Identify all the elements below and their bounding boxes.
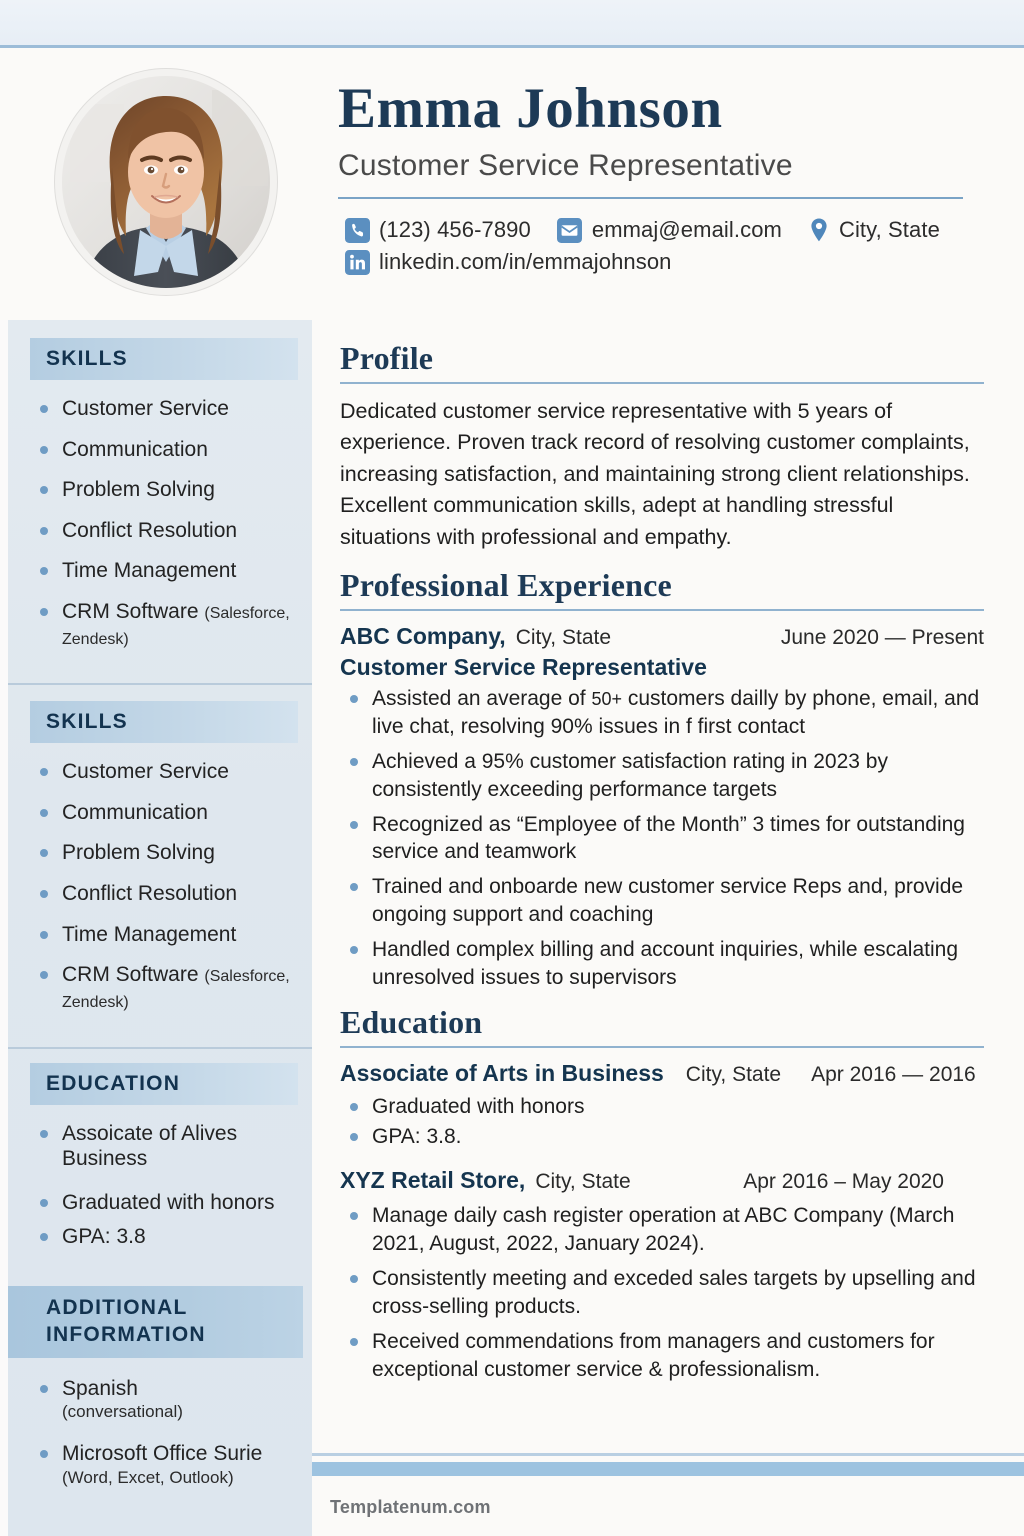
retail-company-name: XYZ Retail Store, <box>340 1166 526 1193</box>
bullet-emphasis: 50+ <box>591 688 623 709</box>
skill-label: Customer Service <box>62 760 229 784</box>
footer-rule <box>312 1453 1024 1456</box>
retail-entry-header <box>340 1167 984 1194</box>
section-rule <box>340 1046 984 1048</box>
list-item <box>346 873 984 929</box>
profile-text: Dedicated customer service representative with 5 years of experience. Proven track record of resolving customer complaints, increasing satisfaction, and maintaining strong client relationships. Excellent communication skills, adept at handling stressful situations with professional and empathy. <box>340 399 970 549</box>
list-item <box>346 1265 984 1321</box>
education-label: Assoicate of Alives Business <box>62 1121 238 1171</box>
sidebar-heading-skills-1: SKILLS <box>30 338 298 380</box>
list-item <box>346 748 984 804</box>
skill-label: Time Management <box>62 559 237 583</box>
map-pin-icon <box>808 217 830 243</box>
avatar <box>62 76 270 288</box>
list-item <box>38 800 298 826</box>
additional-label: Microsoft Office Surie <box>62 1442 263 1466</box>
company-name: ABC Company, <box>340 622 506 649</box>
contact-linkedin[interactable] <box>344 249 672 275</box>
top-band <box>0 0 1024 45</box>
footer-bar <box>312 1462 1024 1476</box>
experience-company-block <box>340 623 611 650</box>
skill-label: Conflict Resolution <box>62 518 238 542</box>
sidebar-skills-list-1 <box>8 380 312 683</box>
sidebar-heading-additional-information: ADDITIONAL INFORMATION <box>8 1286 303 1358</box>
education-entry-header <box>340 1060 984 1087</box>
bullet-text: Achieved a 95% customer satisfaction rating in 2023 by consistently exceeding performance targets <box>372 749 888 801</box>
skill-label: Communication <box>62 437 208 461</box>
list-item <box>38 1441 298 1488</box>
degree-dates: Apr 2016 — 2016 <box>811 1063 976 1087</box>
bullet-suffix: customers dailly by phone, email, and live chat, resolving 90% issues in f first contact <box>372 686 980 738</box>
sidebar-additional-list <box>8 1358 312 1522</box>
list-item <box>38 396 298 422</box>
sidebar-heading-education: EDUCATION <box>30 1063 298 1105</box>
list-item <box>38 962 298 1013</box>
additional-label: Spanish <box>62 1376 138 1400</box>
list-item <box>38 840 298 866</box>
retail-bullets <box>340 1202 984 1384</box>
bullet-text: GPA: 3.8. <box>372 1125 462 1149</box>
education-bullets <box>340 1093 984 1151</box>
list-item <box>346 936 984 992</box>
list-item <box>38 518 298 544</box>
bullet-text: Handled complex billing and account inquiries, while escalating unresolved issues to supervisors <box>372 938 959 990</box>
list-item <box>38 1224 298 1250</box>
experience-role: Customer Service Representative <box>340 653 707 680</box>
list-item <box>346 811 984 867</box>
phone-icon <box>344 217 370 243</box>
portrait-photo <box>62 76 270 288</box>
sidebar-skills-list-2 <box>8 743 312 1046</box>
bullet-text: Received commendations from managers and customers for exceptional customer service & professionalism. <box>372 1329 935 1381</box>
contact-block <box>338 217 963 275</box>
linkedin-text: linkedin.com/in/emmajohnson <box>379 249 672 274</box>
list-item <box>38 1190 298 1216</box>
email-text: emmaj@email.com <box>591 217 782 242</box>
degree-name: Associate of Arts in Business <box>340 1060 664 1087</box>
contact-row-primary <box>338 217 963 243</box>
list-item <box>38 599 298 650</box>
linkedin-icon <box>344 249 370 275</box>
skill-note: (Salesforce, Zendesk) <box>62 605 290 648</box>
contact-phone[interactable] <box>344 217 531 243</box>
skill-label: Customer Service <box>62 397 229 420</box>
resume-header <box>0 48 1024 320</box>
section-rule <box>340 382 984 384</box>
page-title: Emma Johnson <box>338 77 723 140</box>
skill-label: Communication <box>62 800 208 824</box>
experience-entry-header <box>340 623 984 650</box>
phone-text: (123) 456-7890 <box>379 217 531 242</box>
list-item <box>346 1328 984 1384</box>
list-item <box>38 437 298 463</box>
contact-row-linkedin <box>338 249 963 275</box>
list-item <box>38 1376 298 1423</box>
company-location: City, State <box>515 625 612 649</box>
skill-label: Problem Solving <box>62 478 215 502</box>
skill-label: CRM Software <box>62 963 205 987</box>
bullet-text: Manage daily cash register operation at ABC Company (March 2021, August, 2022, January 2024). <box>372 1203 955 1255</box>
bullet-text: Consistently meeting and exceded sales targets by upselling and cross-selling products. <box>372 1266 976 1318</box>
contact-email[interactable] <box>557 217 782 243</box>
list-item <box>38 477 298 503</box>
education-label: GPA: 3.8 <box>62 1225 146 1249</box>
location-text: City, State <box>838 217 940 242</box>
list-item <box>346 1093 984 1121</box>
sidebar-heading-skills-2: SKILLS <box>30 701 298 743</box>
retail-company-block <box>340 1167 631 1194</box>
list-item <box>38 922 298 948</box>
skill-note: (Salesforce, Zendesk) <box>62 968 290 1011</box>
additional-sub: (Word, Excet, Outlook) <box>62 1467 234 1487</box>
experience-dates: June 2020 — Present <box>780 625 984 649</box>
skill-label: Time Management <box>62 922 237 946</box>
contact-location <box>808 217 940 243</box>
skill-label: Problem Solving <box>62 841 215 865</box>
list-item <box>346 685 984 741</box>
retail-company-location: City, State <box>535 1169 631 1193</box>
list-item <box>346 1123 984 1151</box>
experience-bullets <box>340 685 984 992</box>
bullet-prefix: Assisted an average of <box>372 686 592 710</box>
education-label: Graduated with honors <box>62 1190 275 1214</box>
skill-label: Conflict Resolution <box>62 882 238 906</box>
header-text-block <box>338 77 964 281</box>
retail-dates: Apr 2016 – May 2020 <box>743 1169 944 1193</box>
list-item <box>38 881 298 907</box>
watermark: Templatenum.com <box>330 1497 491 1517</box>
list-item <box>346 1202 984 1258</box>
job-title: Customer Service Representative <box>338 149 793 182</box>
section-rule <box>340 609 984 611</box>
email-icon <box>557 217 583 243</box>
list-item <box>38 1121 298 1172</box>
list-item <box>38 558 298 584</box>
section-title-profile: Profile <box>340 340 434 376</box>
sidebar <box>8 320 312 1536</box>
bullet-text: Graduated with honors <box>372 1095 585 1119</box>
main-content <box>312 320 1024 1536</box>
bullet-text: Trained and onboarde new customer service Reps and, provide ongoing support and coaching <box>372 875 964 927</box>
bullet-text: Recognized as “Employee of the Month” 3 times for outstanding service and teamwork <box>372 812 965 864</box>
degree-location: City, State <box>685 1063 782 1087</box>
list-item <box>38 759 298 785</box>
additional-sub: (conversational) <box>62 1402 183 1422</box>
section-title-education: Education <box>340 1004 483 1041</box>
section-title-experience: Professional Experience <box>340 566 672 603</box>
skill-label: CRM Software <box>62 600 205 624</box>
sidebar-education-list <box>8 1105 312 1286</box>
header-divider <box>338 197 963 199</box>
